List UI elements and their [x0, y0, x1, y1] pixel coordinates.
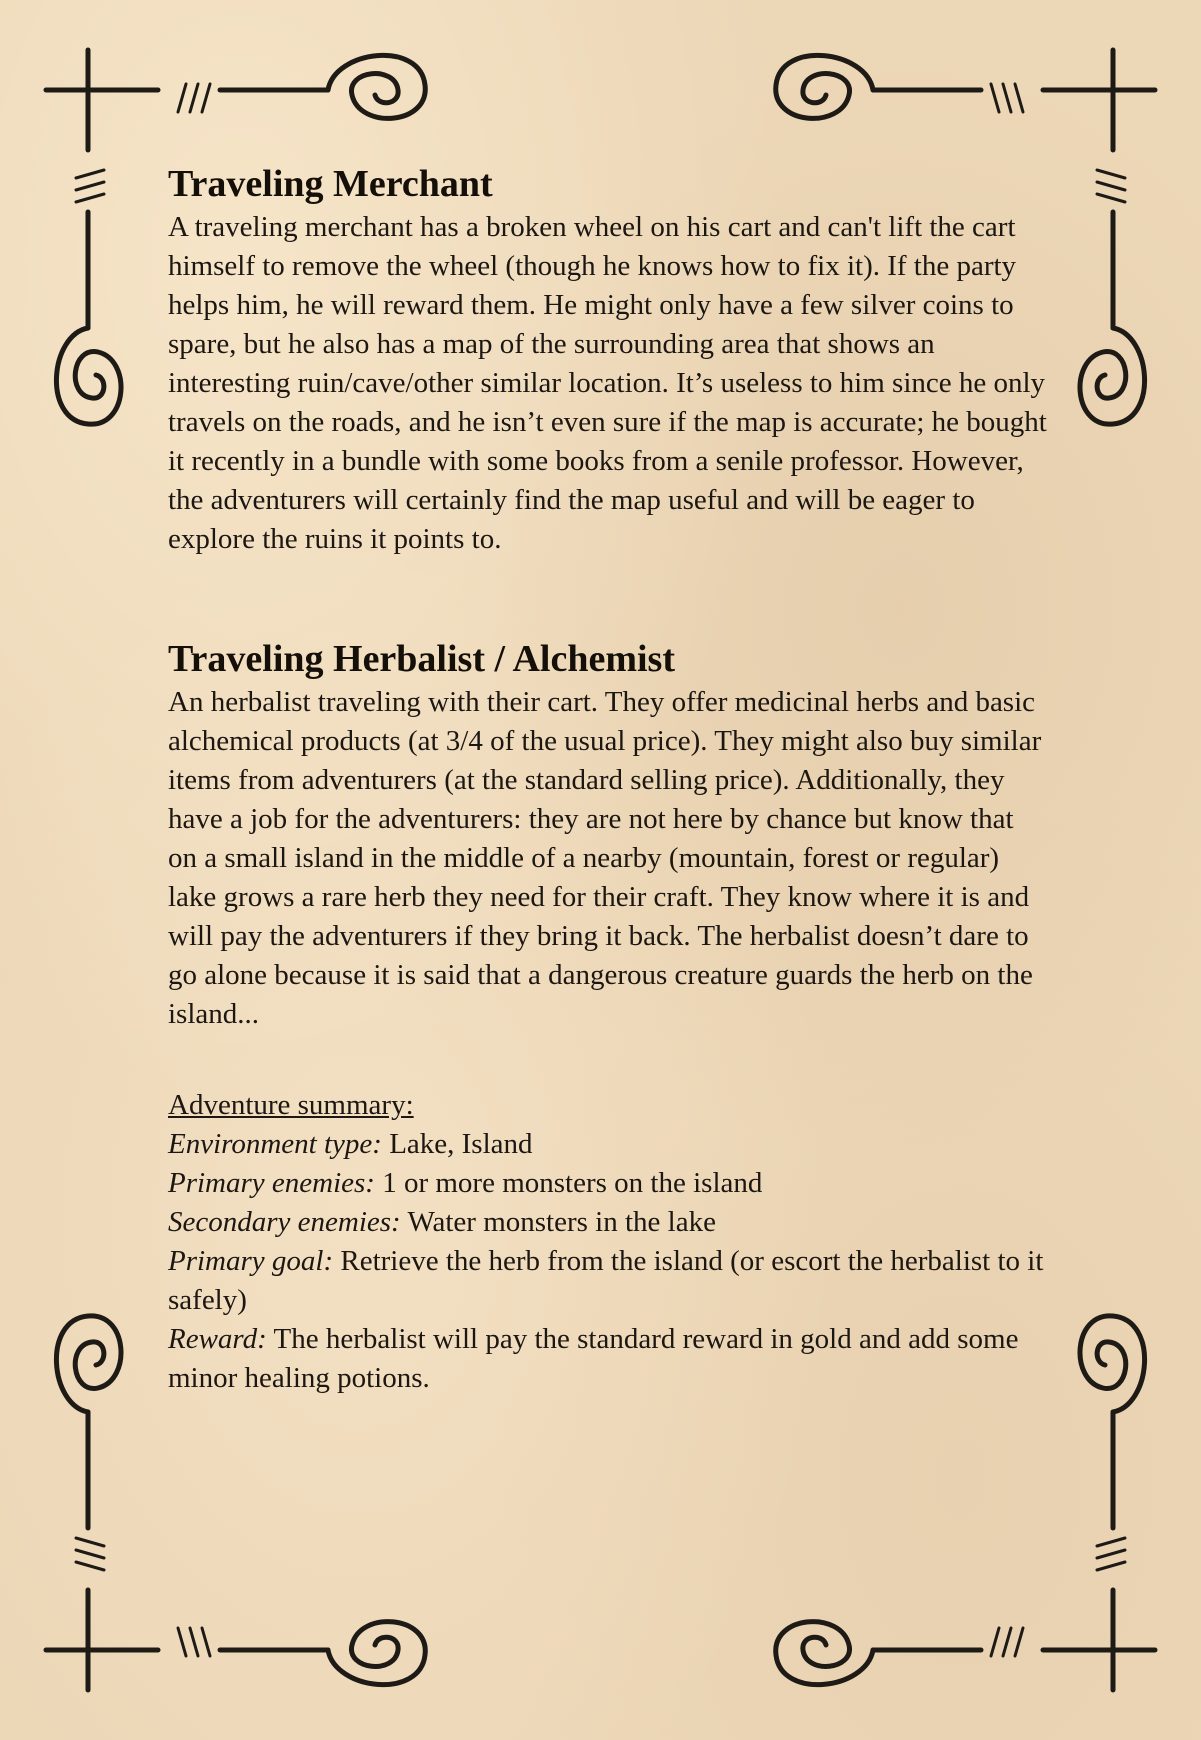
page-content: [168, 160, 1048, 1398]
section-body: An herbalist traveling with their cart. They offer medicinal herbs and basic alchemical products (at 3/4 of the usual price). They might also buy similar items from adventurers (at the standard selling price). Additionally, they have a job for the adventurers: they are not here by chance but know that on a small island in the middle of a nearby (mountain, forest or regular) lake grows a rare herb they need for their craft. They know where it is and will pay the adventurers if they bring it back. The herbalist doesn’t dare to go alone because it is said that a dangerous creature guards the herb on the island...: [168, 686, 1042, 1030]
summary-label: Reward:: [168, 1323, 267, 1355]
summary-value: Retrieve the herb from the island (or escort the herbalist to it safely): [168, 1245, 1044, 1316]
section-traveling-herbalist: [168, 635, 1048, 1034]
summary-label: Primary goal:: [168, 1245, 334, 1277]
summary-label: Primary enemies:: [168, 1167, 375, 1199]
summary-value: Lake, Island: [381, 1128, 533, 1160]
summary-reward: [168, 1320, 1048, 1398]
section-title: Traveling Herbalist / Alchemist: [168, 638, 675, 680]
summary-value: Water monsters in the lake: [400, 1206, 716, 1238]
summary-primary-enemies: [168, 1164, 1048, 1203]
summary-secondary-enemies: [168, 1203, 1048, 1242]
summary-value: The herbalist will pay the standard reward in gold and add some minor healing potions.: [168, 1323, 1019, 1394]
summary-primary-goal: [168, 1242, 1048, 1320]
summary-label: Environment type:: [168, 1128, 382, 1160]
adventure-summary: [168, 1086, 1048, 1398]
summary-environment: [168, 1125, 1048, 1164]
section-traveling-merchant: [168, 160, 1048, 559]
summary-label: Secondary enemies:: [168, 1206, 401, 1238]
summary-value: 1 or more monsters on the island: [374, 1167, 763, 1199]
summary-heading: Adventure summary:: [168, 1089, 414, 1121]
section-title: Traveling Merchant: [168, 163, 493, 205]
section-body: A traveling merchant has a broken wheel on his cart and can't lift the cart himself to remove the wheel (though he knows how to fix it). If the party helps him, he will reward them. He might only have a few silver coins to spare, but he also has a map of the surrounding area that shows an interesting ruin/cave/other similar location. It’s useless to him since he only travels on the roads, and he isn’t even sure if the map is accurate; he bought it recently in a bundle with some books from a senile professor. However, the adventurers will certainly find the map useful and will be eager to explore the ruins it points to.: [168, 211, 1047, 555]
